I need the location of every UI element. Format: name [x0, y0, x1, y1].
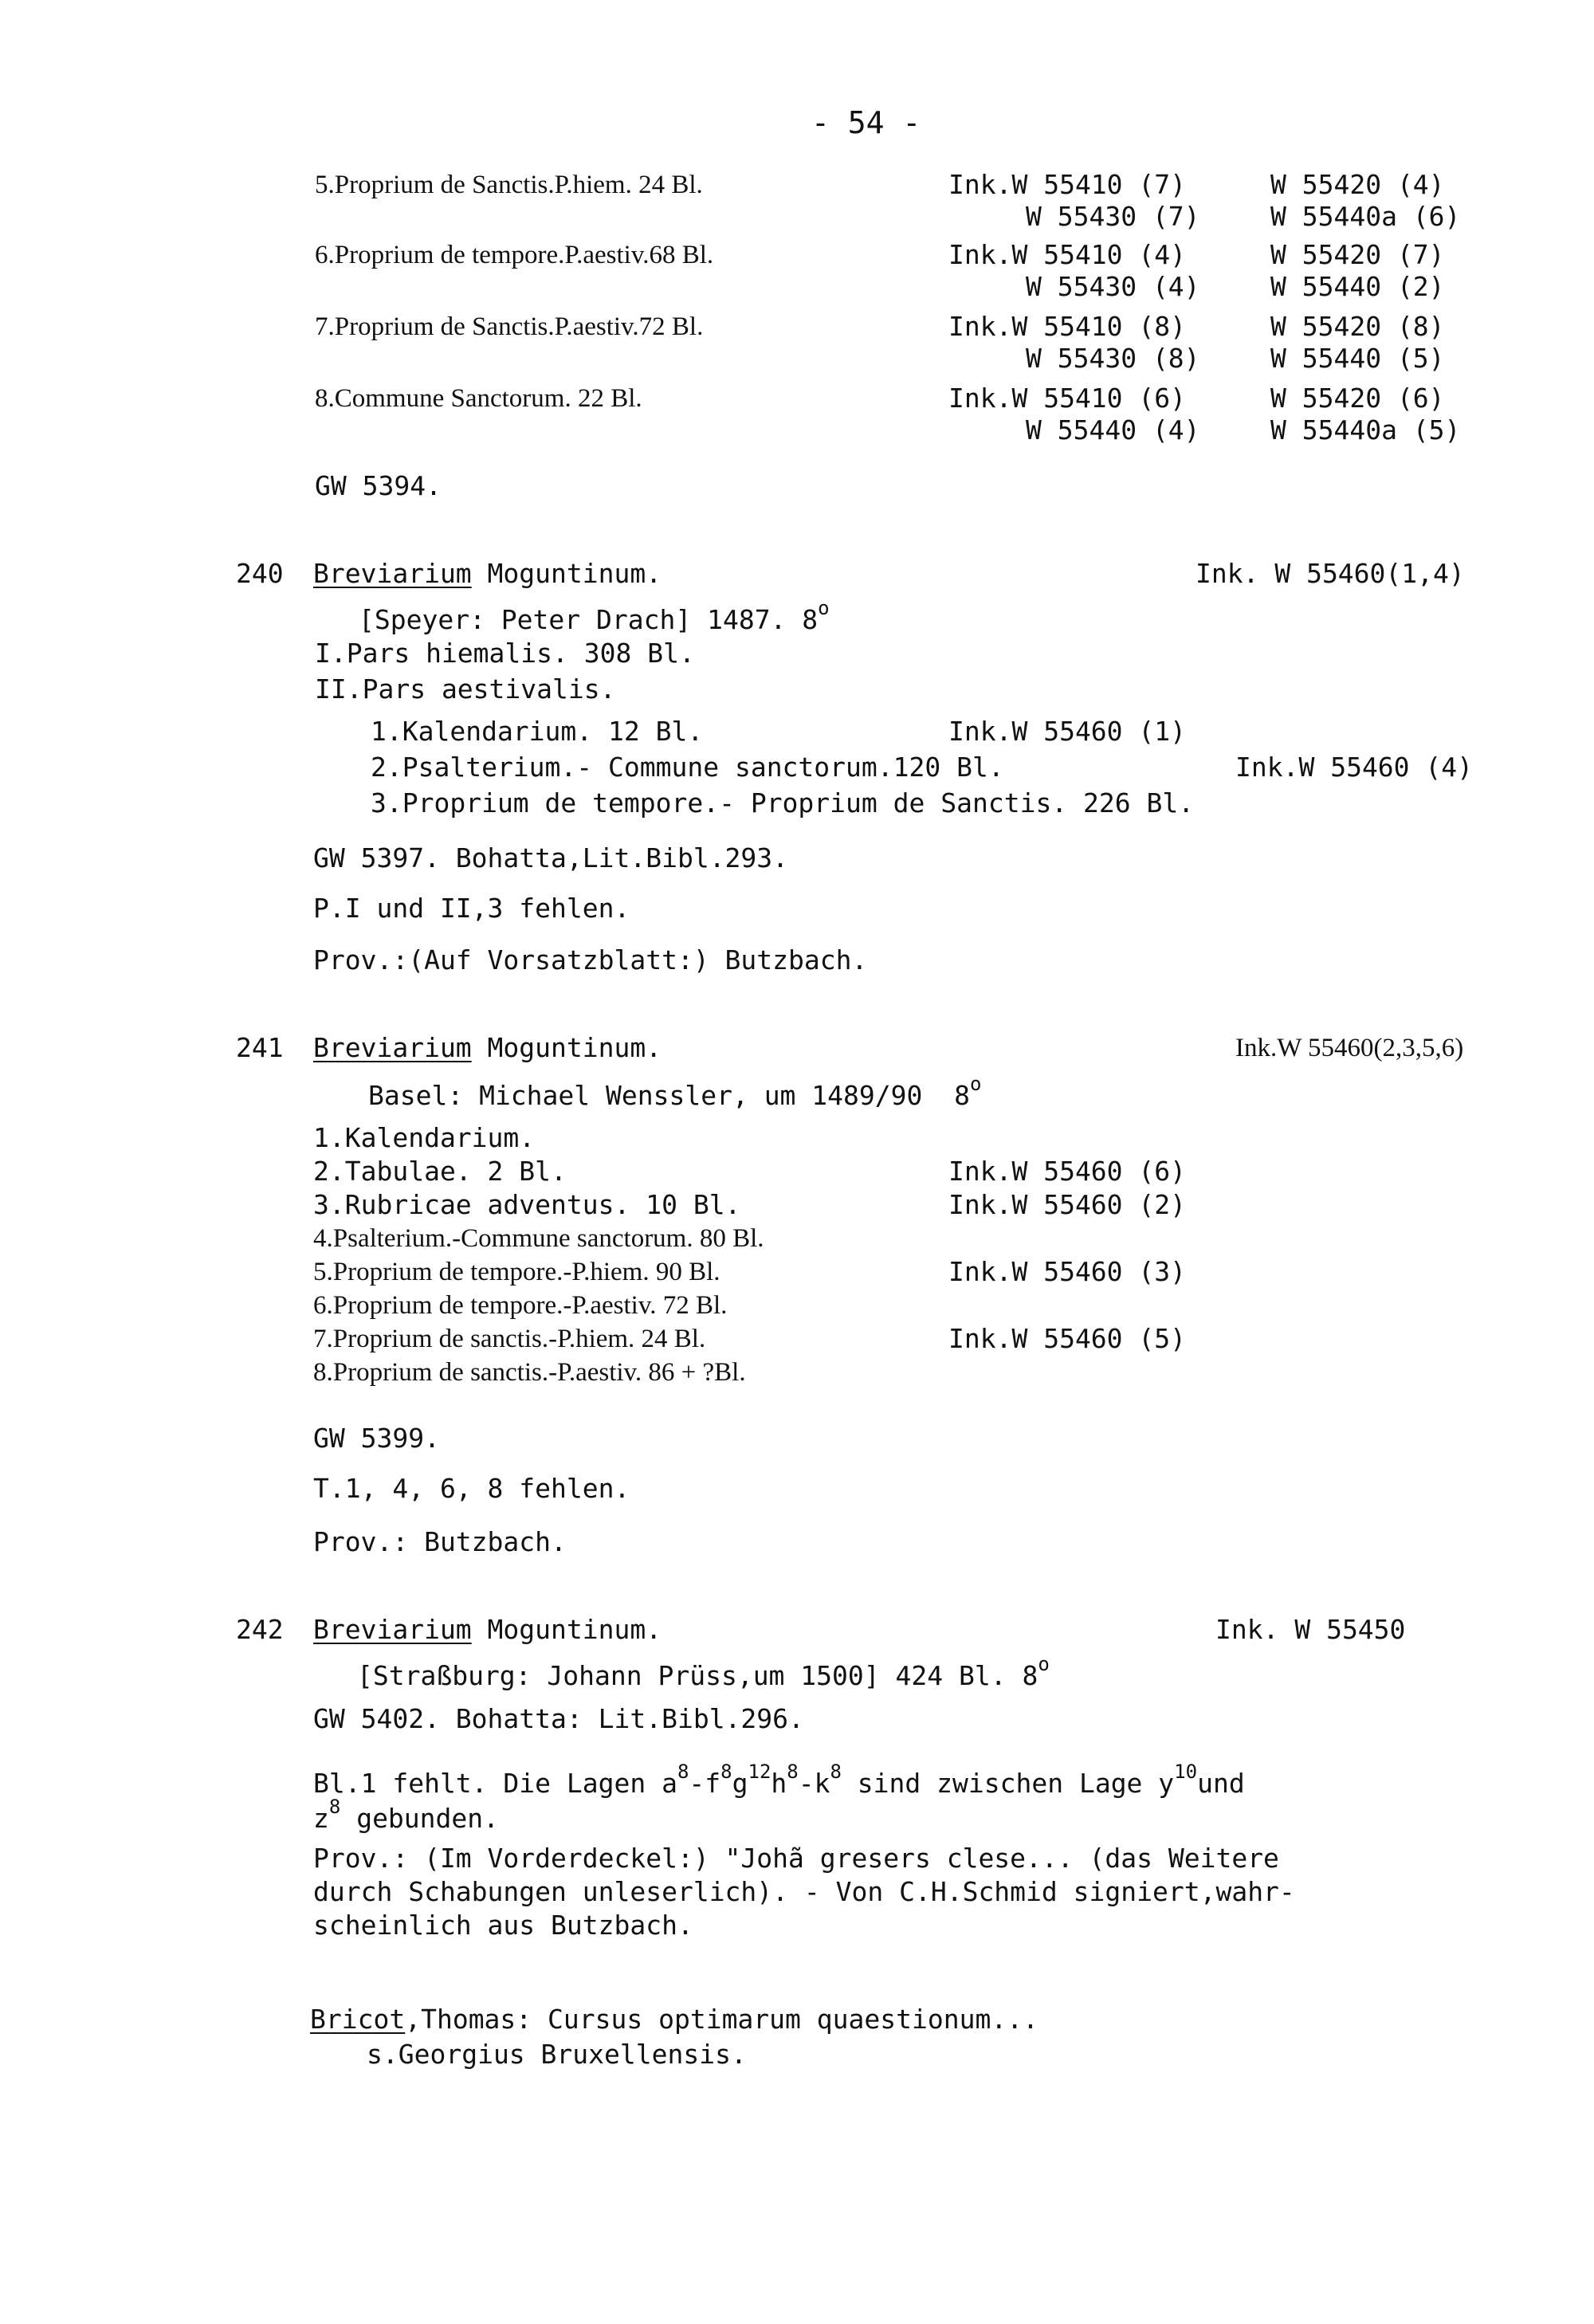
page-number: - 54 -: [811, 105, 921, 140]
part-line: 8.Proprium de sanctis.-P.aestiv. 86 + ?Bl.: [313, 1358, 746, 1387]
part-inventory: Ink.W 55460 (4): [1235, 752, 1474, 783]
imprint-text: [Speyer: Peter Drach] 1487. 8: [359, 604, 819, 635]
item-7-ink1: Ink.W 55410 (8): [948, 311, 1187, 342]
collation-text: sind zwischen Lage y: [841, 1768, 1175, 1799]
collation-text: und: [1197, 1768, 1245, 1799]
entry-title-underlined: Breviarium: [313, 1614, 472, 1645]
item-5-ink3: W 55430 (7): [1026, 201, 1200, 232]
collation-text: h: [771, 1768, 787, 1799]
collation-note-cont: [313, 1791, 499, 1835]
part-line: II.Pars aestivalis.: [315, 673, 616, 705]
entry-title-rest: Moguntinum.: [471, 1032, 662, 1063]
entry-number: 242: [236, 1614, 284, 1645]
imprint-format-sup: o: [818, 597, 830, 619]
cross-reference-heading: [310, 2004, 1038, 2035]
part-line: 1.Kalendarium.: [313, 1122, 536, 1153]
entry-title: [313, 1032, 662, 1064]
gw-reference: GW 5394.: [315, 470, 442, 501]
imprint-text: [Straßburg: Johann Prüss,um 1500] 424 Bl. 8: [357, 1660, 1038, 1691]
collation-sup: 8: [720, 1761, 732, 1783]
part-line: I.Pars hiemalis. 308 Bl.: [315, 638, 695, 669]
collation-text: -f: [689, 1768, 721, 1799]
part-line: 5.Proprium de tempore.-P.hiem. 90 Bl.: [313, 1258, 720, 1286]
inventory-number: Ink. W 55460(1,4): [1196, 558, 1465, 589]
part-line: 2.Psalterium.- Commune sanctorum.120 Bl.: [371, 752, 1004, 783]
collation-text: -k: [798, 1768, 830, 1799]
part-line: 1.Kalendarium. 12 Bl.: [371, 716, 704, 747]
item-8-ink3: W 55440 (4): [1026, 414, 1200, 446]
item-6-label: 6.Proprium de tempore.P.aestiv.68 Bl.: [315, 241, 714, 269]
entry-title: [313, 1614, 662, 1646]
collation-sup: 8: [830, 1761, 842, 1783]
part-inventory: Ink.W 55460 (1): [948, 716, 1187, 747]
entry-number: 241: [236, 1032, 284, 1063]
collation-text: Bl.1 fehlt. Die Lagen a: [313, 1768, 677, 1799]
provenance: Prov.:(Auf Vorsatzblatt:) Butzbach.: [313, 944, 868, 976]
part-inventory: Ink.W 55460 (2): [948, 1189, 1187, 1220]
item-6-ink1: Ink.W 55410 (4): [948, 239, 1187, 270]
item-7-ink3: W 55430 (8): [1026, 343, 1200, 374]
collation-text: z: [313, 1803, 329, 1834]
collation-sup: 10: [1174, 1761, 1198, 1783]
part-line: 4.Psalterium.-Commune sanctorum. 80 Bl.: [313, 1224, 764, 1253]
author-name: Bricot: [310, 2004, 406, 2035]
item-5-label: 5.Proprium de Sanctis.P.hiem. 24 Bl.: [315, 171, 703, 199]
collation-sup: 8: [677, 1761, 689, 1783]
imprint-format-sup: o: [1038, 1653, 1050, 1675]
collation-text: g: [732, 1768, 748, 1799]
missing-note: T.1, 4, 6, 8 fehlen.: [313, 1473, 630, 1504]
part-line: 2.Tabulae. 2 Bl.: [313, 1156, 567, 1187]
item-8-ink4: W 55440a (5): [1270, 414, 1461, 446]
collation-text: gebunden.: [340, 1803, 500, 1834]
item-6-ink4: W 55440 (2): [1270, 271, 1445, 302]
provenance-cont: scheinlich aus Butzbach.: [313, 1910, 693, 1941]
cross-reference-title: ,Thomas: Cursus optimarum quaestionum...: [405, 2004, 1038, 2035]
item-6-ink3: W 55430 (4): [1026, 271, 1200, 302]
gw-reference: GW 5402. Bohatta: Lit.Bibl.296.: [313, 1703, 804, 1734]
item-5-ink4: W 55440a (6): [1270, 201, 1461, 232]
gw-reference: GW 5399.: [313, 1423, 440, 1454]
part-inventory: Ink.W 55460 (3): [948, 1256, 1187, 1287]
inventory-number: Ink.W 55460(2,3,5,6): [1235, 1034, 1464, 1062]
part-line: 3.Proprium de tempore.- Proprium de Sanctis. 226 Bl.: [371, 787, 1195, 819]
item-8-ink1: Ink.W 55410 (6): [948, 383, 1187, 414]
imprint: [368, 1068, 981, 1112]
part-line: 6.Proprium de tempore.-P.aestiv. 72 Bl.: [313, 1291, 728, 1320]
part-line: 3.Rubricae adventus. 10 Bl.: [313, 1189, 741, 1220]
item-5-ink1: Ink.W 55410 (7): [948, 169, 1187, 200]
collation-sup: 8: [787, 1761, 799, 1783]
part-inventory: Ink.W 55460 (5): [948, 1323, 1187, 1354]
imprint-text: Basel: Michael Wenssler, um 1489/90 8: [368, 1080, 970, 1111]
item-6-ink2: W 55420 (7): [1270, 239, 1445, 270]
part-line: 7.Proprium de sanctis.-P.hiem. 24 Bl.: [313, 1325, 706, 1353]
collation-sup: 12: [748, 1761, 771, 1783]
entry-title-rest: Moguntinum.: [471, 558, 662, 589]
gw-reference: GW 5397. Bohatta,Lit.Bibl.293.: [313, 842, 789, 873]
item-5-ink2: W 55420 (4): [1270, 169, 1445, 200]
item-8-ink2: W 55420 (6): [1270, 383, 1445, 414]
item-7-label: 7.Proprium de Sanctis.P.aestiv.72 Bl.: [315, 312, 704, 341]
item-7-ink2: W 55420 (8): [1270, 311, 1445, 342]
provenance: Prov.: (Im Vorderdeckel:) "Johã gresers clese... (das Weitere: [313, 1843, 1279, 1874]
entry-number: 240: [236, 558, 284, 589]
collation-sup: 8: [328, 1796, 341, 1818]
part-inventory: Ink.W 55460 (6): [948, 1156, 1187, 1187]
entry-title: [313, 558, 662, 590]
provenance: Prov.: Butzbach.: [313, 1526, 567, 1557]
imprint-format-sup: o: [969, 1073, 982, 1095]
entry-title-underlined: Breviarium: [313, 1032, 472, 1063]
cross-reference-target: s.Georgius Bruxellensis.: [367, 2039, 747, 2070]
missing-note: P.I und II,3 fehlen.: [313, 893, 630, 924]
item-8-label: 8.Commune Sanctorum. 22 Bl.: [315, 384, 642, 413]
entry-title-underlined: Breviarium: [313, 558, 472, 589]
entry-title-rest: Moguntinum.: [471, 1614, 662, 1645]
item-7-ink4: W 55440 (5): [1270, 343, 1445, 374]
provenance-cont: durch Schabungen unleserlich). - Von C.H.Schmid signiert,wahr-: [313, 1876, 1295, 1907]
imprint: [359, 592, 830, 636]
inventory-number: Ink. W 55450: [1215, 1614, 1406, 1645]
imprint: [357, 1648, 1050, 1692]
